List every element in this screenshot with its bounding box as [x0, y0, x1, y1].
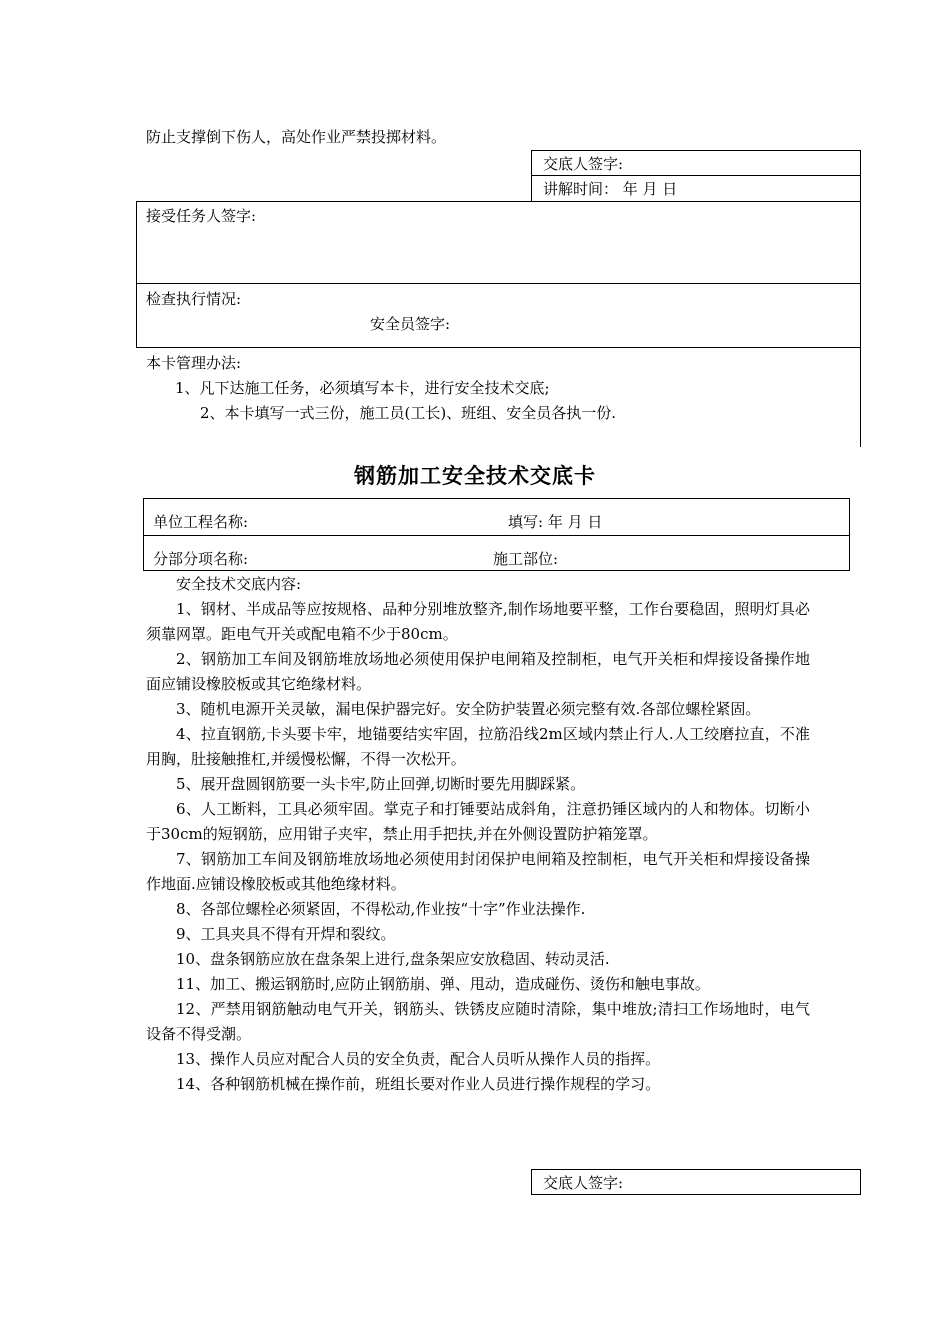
divider: [143, 535, 850, 536]
management-item-2: 2、本卡填写一式三份，施工员(工长)、班组、安全员各执一份.: [200, 404, 617, 422]
carryover-line: 防止支撑倒下伤人，高处作业严禁投掷材料。: [146, 128, 447, 146]
management-title: 本卡管理办法:: [146, 354, 242, 372]
inspection-status-label: 检查执行情况:: [146, 290, 242, 308]
safety-item: 1、钢材、半成品等应按规格、品种分别堆放整齐,制作场地要平整，工作台要稳固，照明灯具必须靠网罩。距电气开关或配电箱不少于80cm。: [146, 600, 810, 643]
card-title: 钢筋加工安全技术交底卡: [354, 463, 596, 488]
divider: [531, 175, 861, 176]
safety-item: 12、严禁用钢筋触动电气开关，钢筋头、铁锈皮应随时清除，集中堆放;清扫工作场地时，电气设备不得受潮。: [146, 1000, 810, 1043]
explanation-time-label: 讲解时间： 年 月 日: [543, 180, 678, 198]
content-heading: 安全技术交底内容:: [176, 575, 302, 593]
safety-item: 7、钢筋加工车间及钢筋堆放场地必须使用封闭保护电闸箱及控制柜，电气开关柜和焊接设备操作地面.应铺设橡胶板或其他绝缘材料。: [146, 850, 810, 893]
safety-item: 5、展开盘圆钢筋要一头卡牢,防止回弹,切断时要先用脚踩紧。: [176, 775, 586, 793]
discloser-signature-label: 交底人签字:: [543, 155, 624, 173]
fill-date-label: 填写: 年 月 日: [508, 513, 603, 531]
safety-item: 3、随机电源开关灵敏，漏电保护器完好。安全防护装置必须完整有效.各部位螺栓紧固。: [176, 700, 761, 718]
safety-item: 6、人工断料，工具必须牢固。掌克子和打锤要站成斜角，注意扔锤区域内的人和物体。切断小于30cm的短钢筋，应用钳子夹牢，禁止用手把扶,并在外侧设置防护箱笼罩。: [146, 800, 810, 843]
divider: [136, 283, 861, 284]
construction-part-label: 施工部位:: [493, 550, 559, 568]
sub-project-name-label: 分部分项名称:: [153, 550, 249, 568]
safety-item: 14、各种钢筋机械在操作前，班组长要对作业人员进行操作规程的学习。: [176, 1075, 661, 1093]
safety-item: 2、钢筋加工车间及钢筋堆放场地必须使用保护电闸箱及控制柜，电气开关柜和焊接设备操作地面应铺设橡胶板或其它绝缘材料。: [146, 650, 810, 693]
management-item-1: 1、凡下达施工任务，必须填写本卡，进行安全技术交底;: [175, 379, 550, 397]
card-discloser-signature-label: 交底人签字:: [543, 1174, 624, 1192]
left-border: [136, 202, 137, 348]
safety-item: 9、工具夹具不得有开焊和裂纹。: [176, 925, 396, 943]
right-border: [860, 202, 861, 447]
safety-item: 8、各部位螺栓必须紧固，不得松动,作业按“十字”作业法操作.: [176, 900, 586, 918]
safety-item: 11、加工、搬运钢筋时,应防止钢筋崩、弹、甩动，造成碰伤、烫伤和触电事故。: [176, 975, 710, 993]
safety-item: 10、盘条钢筋应放在盘条架上进行,盘条架应安放稳固、转动灵活.: [176, 950, 610, 968]
safety-item: 13、操作人员应对配合人员的安全负责，配合人员听从操作人员的指挥。: [176, 1050, 661, 1068]
unit-project-name-label: 单位工程名称:: [153, 513, 249, 531]
divider: [136, 201, 861, 202]
safety-officer-signature-label: 安全员签字:: [370, 315, 451, 333]
safety-items-list: [146, 597, 810, 1097]
receiver-signature-label: 接受任务人签字:: [146, 207, 257, 225]
divider: [136, 347, 861, 348]
safety-item: 4、拉直钢筋,卡头要卡牢，地锚要结实牢固，拉筋沿线2m区域内禁止行人.人工绞磨拉直，不准用胸，肚接触推杠,并缓慢松懈，不得一次松开。: [146, 725, 810, 768]
